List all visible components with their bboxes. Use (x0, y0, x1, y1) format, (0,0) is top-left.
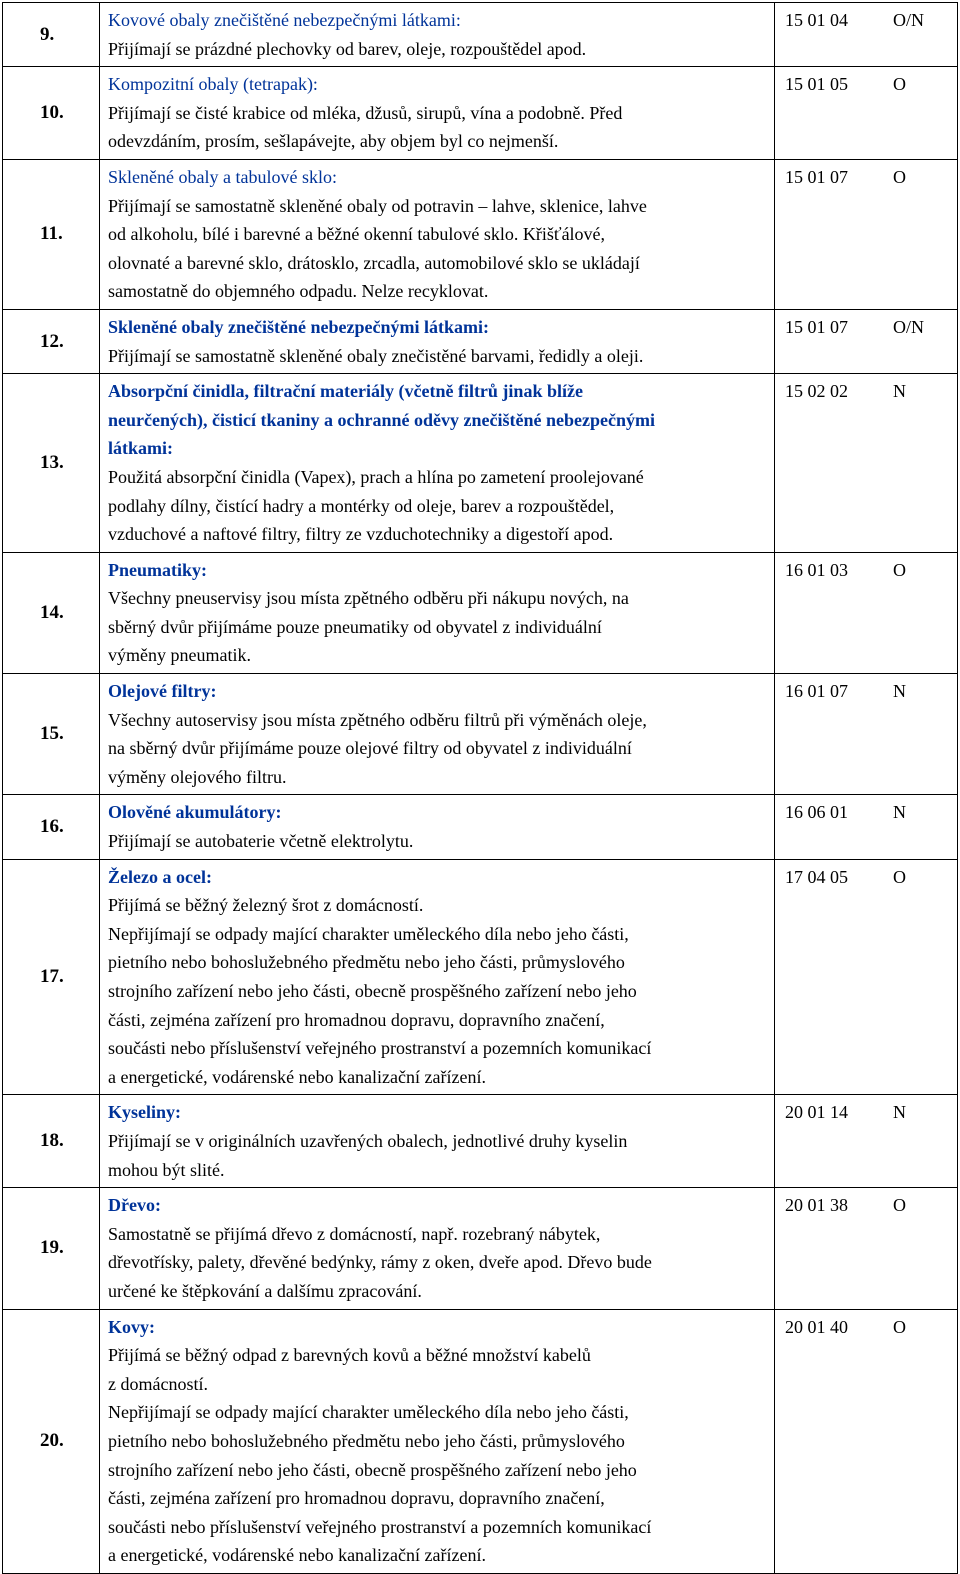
waste-description-line: Přijímají se čisté krabice od mléka, džusů, sirupů, vína a podobně. Před (108, 102, 623, 123)
waste-title: Kyseliny: (108, 1102, 182, 1123)
row-code-cell (775, 859, 958, 1095)
waste-category: N (893, 1102, 906, 1123)
row-description (100, 159, 775, 309)
waste-title: Dřevo: (108, 1195, 161, 1216)
waste-code: 16 01 03 (785, 559, 848, 580)
waste-description-line: olovnaté a barevné sklo, drátosklo, zrcadla, automobilové sklo se ukládají (108, 252, 640, 273)
waste-table-body (3, 3, 958, 1574)
waste-category: O/N (893, 316, 924, 337)
waste-description-line: Nepřijímají se odpady mající charakter uměleckého díla nebo jeho části, (108, 923, 629, 944)
waste-description-line: strojního zařízení nebo jeho části, obecně prospěšného zařízení nebo jeho (108, 981, 637, 1001)
row-code-cell (775, 374, 958, 553)
row-description (100, 309, 775, 373)
waste-description-line: výměny pneumatik. (108, 645, 251, 666)
row-number: 10. (3, 67, 100, 160)
waste-catalog-document (2, 2, 958, 1574)
waste-code: 15 01 07 (785, 316, 848, 337)
row-number: 19. (3, 1188, 100, 1309)
waste-description-line: podlahy dílny, čistící hadry a montérky od oleje, barev a rozpouštědel, (108, 495, 615, 516)
waste-code: 20 01 38 (785, 1195, 848, 1216)
row-code-cell (775, 1188, 958, 1309)
waste-description-line: od alkoholu, bílé i barevné a běžné okenní tabulové sklo. Křišťálové, (108, 224, 606, 245)
waste-code: 15 01 05 (785, 74, 848, 95)
row-description (100, 674, 775, 795)
waste-description-line: na sběrný dvůr přijímáme pouze olejové filtry od obyvatel z individuální (108, 738, 632, 759)
waste-title: Kovové obaly znečištěné nebezpečnými látkami: (108, 10, 461, 30)
row-number: 15. (3, 674, 100, 795)
waste-description-line: Přijímají se autobaterie včetně elektrolytu. (108, 831, 414, 852)
waste-title: Olejové filtry: (108, 681, 217, 702)
row-code-cell (775, 3, 958, 67)
waste-description-line: mohou být slité. (108, 1159, 225, 1180)
waste-description-line: určené ke štěpkování a dalšímu zpracování. (108, 1280, 422, 1301)
row-number: 11. (3, 159, 100, 309)
waste-description-line: a energetické, vodárenské nebo kanalizační zařízení. (108, 1066, 486, 1087)
waste-code: 15 02 02 (785, 381, 848, 402)
row-number: 17. (3, 859, 100, 1095)
waste-description-line: Přijímá se běžný odpad z barevných kovů a běžné množství kabelů (108, 1345, 591, 1366)
waste-description-line: a energetické, vodárenské nebo kanalizační zařízení. (108, 1545, 486, 1566)
waste-description-line: výměny olejového filtru. (108, 766, 287, 787)
waste-description-line: dřevotřísky, palety, dřevěné bedýnky, rámy z oken, dveře apod. Dřevo bude (108, 1252, 652, 1273)
row-code-cell (775, 309, 958, 373)
row-number: 12. (3, 309, 100, 373)
waste-title-continued: látkami: (108, 438, 173, 459)
waste-category: O (893, 166, 906, 187)
table-row (3, 552, 958, 673)
row-code-cell (775, 1095, 958, 1188)
waste-category: O (893, 1195, 906, 1216)
waste-description-line: Přijímají se v originálních uzavřených obalech, jednotlivé druhy kyselin (108, 1130, 628, 1151)
waste-table (2, 2, 958, 1574)
table-row (3, 859, 958, 1095)
waste-category: O (893, 1316, 906, 1337)
waste-description-line: Přijímají se samostatně skleněné obaly znečistěné barvami, ředidly a oleji. (108, 345, 644, 366)
waste-description-line: pietního nebo bohoslužebného předmětu nebo jeho části, průmyslového (108, 952, 625, 973)
row-number: 16. (3, 795, 100, 859)
table-row (3, 67, 958, 160)
waste-title: Pneumatiky: (108, 559, 207, 580)
row-description (100, 1095, 775, 1188)
waste-description-line: Všechny pneuservisy jsou místa zpětného odběru při nákupu nových, na (108, 588, 629, 609)
row-description (100, 552, 775, 673)
waste-code: 16 01 07 (785, 681, 848, 702)
row-code-cell (775, 159, 958, 309)
waste-title-continued: neurčených), čisticí tkaniny a ochranné oděvy znečištěné nebezpečnými (108, 409, 655, 430)
table-row (3, 674, 958, 795)
waste-category: N (893, 681, 906, 702)
waste-code: 20 01 40 (785, 1316, 848, 1337)
waste-code: 15 01 04 (785, 10, 848, 30)
waste-title: Kovy: (108, 1316, 155, 1337)
row-description (100, 1188, 775, 1309)
waste-title: Olověné akumulátory: (108, 802, 282, 823)
table-row (3, 1188, 958, 1309)
waste-description-line: části, zejména zařízení pro hromadnou dopravu, dopravního značení, (108, 1488, 605, 1509)
row-description (100, 374, 775, 553)
waste-title: Skleněné obaly a tabulové sklo: (108, 166, 337, 187)
waste-title: Absorpční činidla, filtrační materiály (včetně filtrů jinak blíže (108, 381, 583, 402)
table-row (3, 374, 958, 553)
waste-category: O (893, 74, 906, 95)
waste-code: 16 06 01 (785, 802, 848, 823)
table-row (3, 795, 958, 859)
waste-description-line: součásti nebo příslušenství veřejného prostranství a pozemních komunikací (108, 1038, 652, 1059)
waste-description-line: části, zejména zařízení pro hromadnou dopravu, dopravního značení, (108, 1009, 605, 1030)
waste-category: O (893, 559, 906, 580)
row-number: 13. (3, 374, 100, 553)
waste-description-line: součásti nebo příslušenství veřejného prostranství a pozemních komunikací (108, 1516, 652, 1537)
row-code-cell (775, 67, 958, 160)
row-code-cell (775, 674, 958, 795)
waste-title: Skleněné obaly znečištěné nebezpečnými látkami: (108, 316, 489, 337)
row-description (100, 795, 775, 859)
waste-title: Železo a ocel: (108, 866, 212, 887)
waste-description-line: odevzdáním, prosím, sešlapávejte, aby objem byl co nejmenší. (108, 131, 559, 152)
table-row (3, 3, 958, 67)
row-code-cell (775, 1309, 958, 1573)
waste-description-line: Přijímají se prázdné plechovky od barev, oleje, rozpouštědel apod. (108, 38, 587, 59)
waste-category: O (893, 866, 906, 887)
row-number: 20. (3, 1309, 100, 1573)
waste-description-line: sběrný dvůr přijímáme pouze pneumatiky od obyvatel z individuální (108, 616, 602, 637)
waste-description-line: Nepřijímají se odpady mající charakter uměleckého díla nebo jeho části, (108, 1402, 629, 1423)
waste-code: 17 04 05 (785, 866, 848, 887)
waste-category: O/N (893, 10, 924, 30)
waste-description-line: Přijímají se samostatně skleněné obaly od potravin – lahve, sklenice, lahve (108, 195, 647, 216)
waste-description-line: samostatně do objemného odpadu. Nelze recyklovat. (108, 281, 489, 302)
waste-description-line: strojního zařízení nebo jeho části, obecně prospěšného zařízení nebo jeho (108, 1459, 637, 1480)
waste-description-line: vzduchové a naftové filtry, filtry ze vzduchotechniky a digestoří apod. (108, 524, 614, 545)
waste-category: N (893, 802, 906, 823)
table-row (3, 309, 958, 373)
waste-description-line: Přijímá se běžný železný šrot z domácností. (108, 895, 424, 916)
row-description (100, 67, 775, 160)
row-number: 9. (3, 3, 100, 67)
row-number: 18. (3, 1095, 100, 1188)
table-row (3, 159, 958, 309)
waste-category: N (893, 381, 906, 402)
row-code-cell (775, 552, 958, 673)
row-description (100, 1309, 775, 1573)
row-description (100, 3, 775, 67)
waste-description-line: Samostatně se přijímá dřevo z domácností, např. rozebraný nábytek, (108, 1223, 601, 1244)
row-code-cell (775, 795, 958, 859)
row-number: 14. (3, 552, 100, 673)
waste-description-line: pietního nebo bohoslužebného předmětu nebo jeho části, průmyslového (108, 1430, 625, 1451)
row-description (100, 859, 775, 1095)
waste-description-line: Použitá absorpční činidla (Vapex), prach a hlína po zametení proolejované (108, 466, 644, 487)
waste-description-line: z domácností. (108, 1373, 208, 1394)
waste-code: 20 01 14 (785, 1102, 848, 1123)
waste-code: 15 01 07 (785, 166, 848, 187)
table-row (3, 1095, 958, 1188)
waste-title: Kompozitní obaly (tetrapak): (108, 74, 318, 95)
waste-description-line: Všechny autoservisy jsou místa zpětného odběru filtrů při výměnách oleje, (108, 709, 647, 730)
table-row (3, 1309, 958, 1573)
